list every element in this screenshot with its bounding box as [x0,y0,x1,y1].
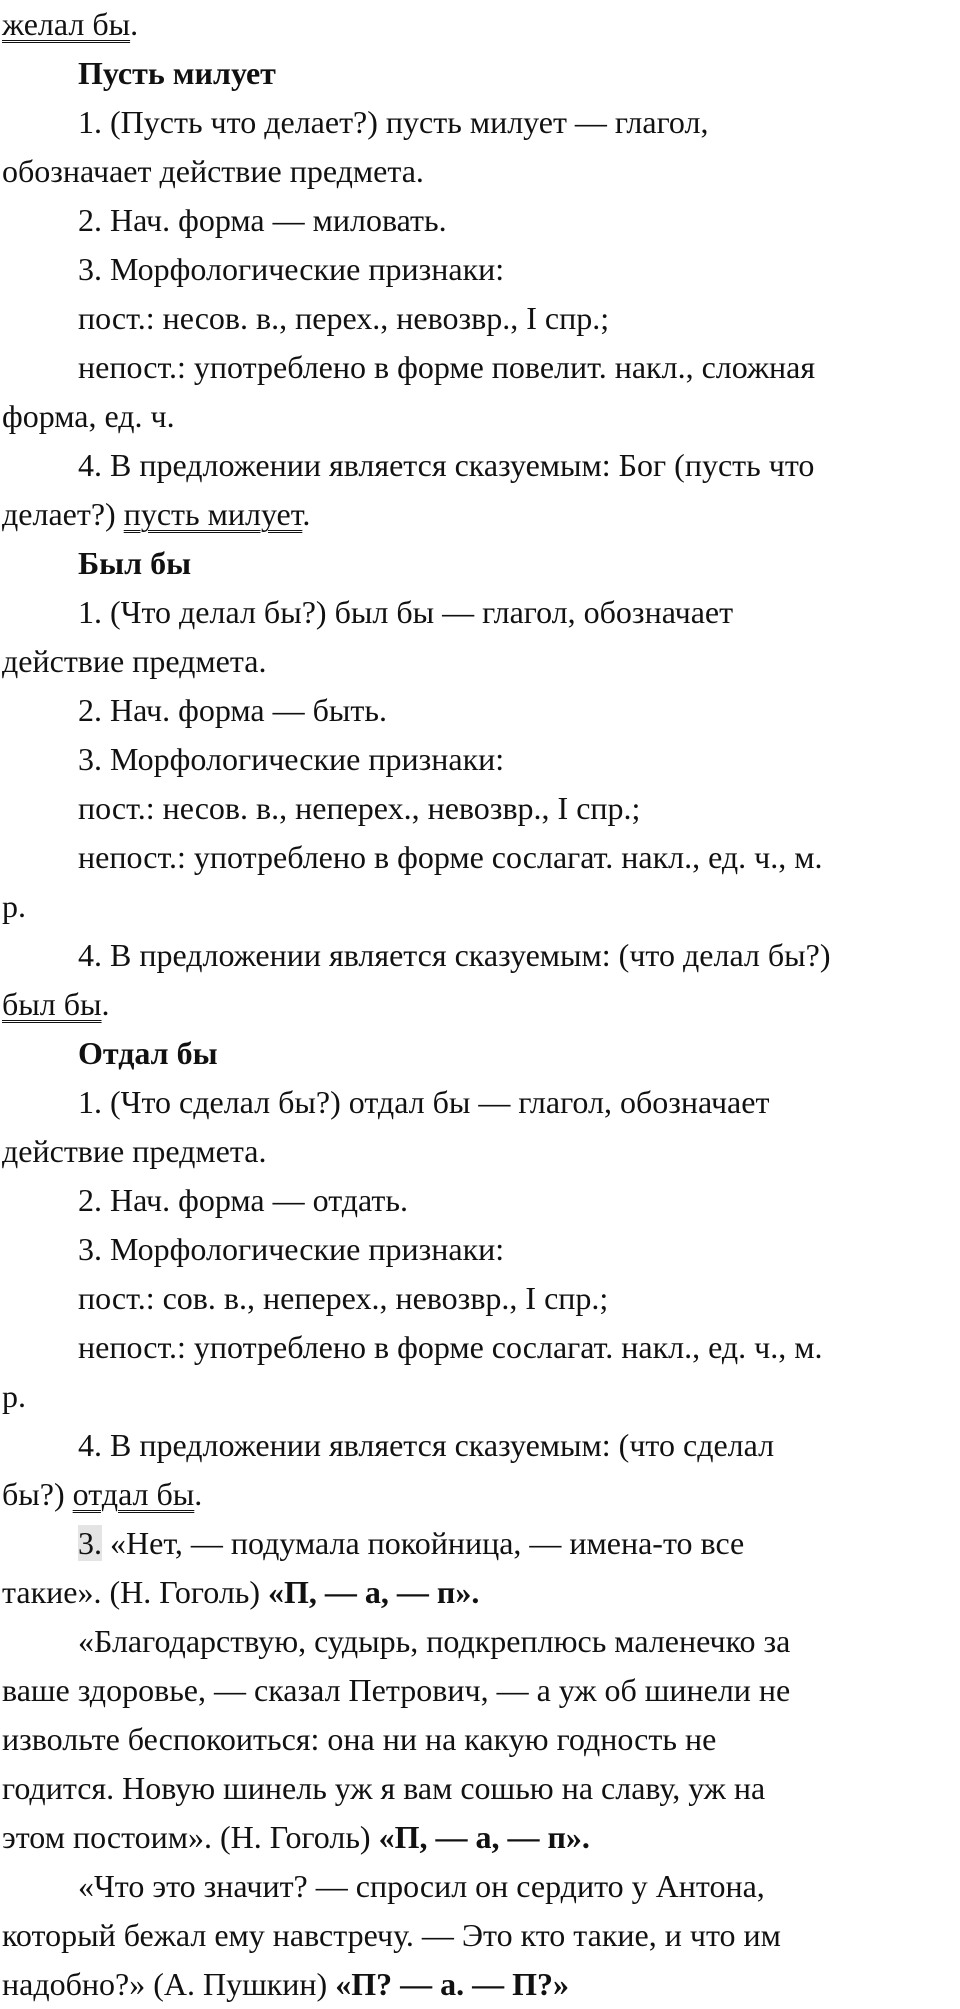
paragraph-line: р. [2,1378,26,1414]
paragraph-line: 4. В предложении является сказуемым: (что делал бы?) [78,937,831,973]
underlined-predicate: желал бы [2,6,131,42]
paragraph-line: пост.: несов. в., неперех., невозвр., I спр.; [78,790,641,826]
paragraph-line: 2. Нач. форма — отдать. [78,1182,408,1218]
paragraph-line: извольте беспокоиться: она ни на какую годность не [2,1721,717,1757]
paragraph-line: форма, ед. ч. [2,398,175,434]
paragraph-line: непост.: употреблено в форме сослагат. накл., ед. ч., м. [78,1329,823,1365]
paragraph-line: бы?) отдал бы. [2,1476,203,1512]
paragraph-line: действие предмета. [2,1133,267,1169]
paragraph-line: «Что это значит? — спросил он сердито у Антона, [78,1868,765,1904]
paragraph-line: который бежал ему навстречу. — Это кто такие, и что им [2,1917,781,1953]
underlined-predicate: пусть милует [123,496,303,532]
intro-line: желал бы. [2,6,139,42]
paragraph-line: 3. Морфологические признаки: [78,251,505,287]
task-line: 3. «Нет, — подумала покойница, — имена-то все [78,1525,745,1561]
paragraph-line: пост.: несов. в., перех., невозвр., I спр.; [78,300,610,336]
punctuation-scheme: «П? — а. — П?» [335,1966,569,2002]
paragraph-line: годится. Новую шинель уж я вам сошью на славу, уж на [2,1770,766,1806]
paragraph-line: 4. В предложении является сказуемым: Бог (пусть что [78,447,815,483]
paragraph-line: этом постоим». (Н. Гоголь) «П, — а, — п». [2,1819,590,1855]
paragraph-line: «Благодарствую, судырь, подкреплюсь маленечко за [78,1623,791,1659]
section-heading: Отдал бы [78,1035,218,1071]
underlined-predicate: был бы [2,986,102,1022]
paragraph-line: надобно?» (А. Пушкин) «П? — а. — П?» [2,1966,569,2002]
paragraph-line: 2. Нач. форма — миловать. [78,202,447,238]
punctuation-scheme: «П, — а, — п». [378,1819,590,1855]
paragraph-line: был бы. [2,986,110,1022]
paragraph-line: 1. (Что сделал бы?) отдал бы — глагол, обозначает [78,1084,770,1120]
paragraph-line: 2. Нач. форма — быть. [78,692,387,728]
task-number: 3. [78,1525,102,1561]
paragraph-line: 3. Морфологические признаки: [78,1231,505,1267]
underlined-predicate: отдал бы [72,1476,195,1512]
paragraph-line: 4. В предложении является сказуемым: (что сделал [78,1427,775,1463]
paragraph-line: 3. Морфологические признаки: [78,741,505,777]
paragraph-line: р. [2,888,26,924]
section-heading: Был бы [78,545,192,581]
paragraph-line: 1. (Что делал бы?) был бы — глагол, обозначает [78,594,734,630]
paragraph-line: обозначает действие предмета. [2,153,424,189]
paragraph-line: действие предмета. [2,643,267,679]
paragraph-line: ваше здоровье, — сказал Петрович, — а уж об шинели не [2,1672,791,1708]
paragraph-line: непост.: употреблено в форме сослагат. накл., ед. ч., м. [78,839,823,875]
section-heading: Пусть милует [78,55,276,91]
punctuation-scheme: «П, — а, — п». [268,1574,480,1610]
paragraph-line: такие». (Н. Гоголь) «П, — а, — п». [2,1574,480,1610]
paragraph-line: непост.: употреблено в форме повелит. накл., сложная [78,349,816,385]
paragraph-line: пост.: сов. в., неперех., невозвр., I спр.; [78,1280,609,1316]
paragraph-line: 1. (Пусть что делает?) пусть милует — глагол, [78,104,709,140]
paragraph-line: делает?) пусть милует. [2,496,311,532]
